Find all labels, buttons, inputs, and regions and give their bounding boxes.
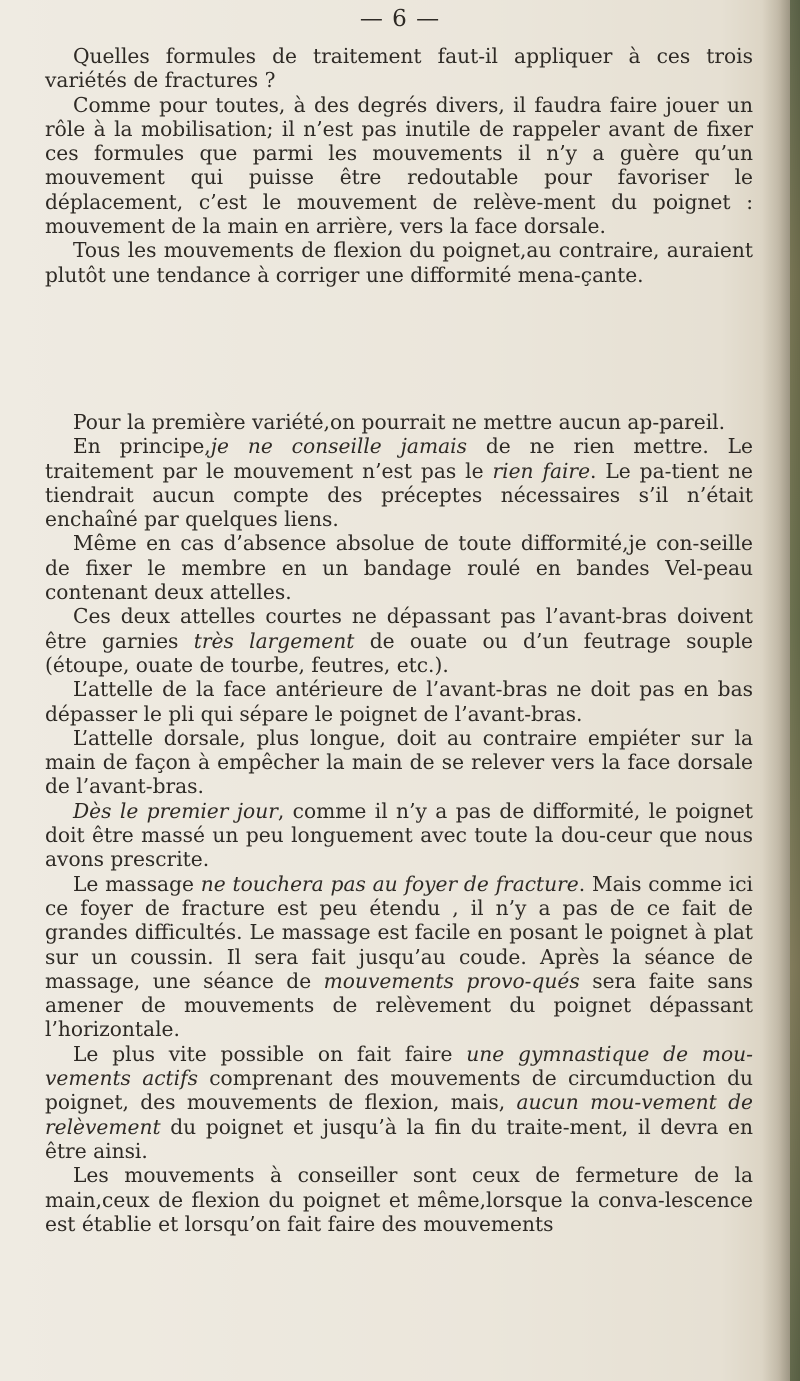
paragraph-text: En principe, xyxy=(73,434,211,459)
paragraph-text: de ne rien mettre. Le traitement par le mouvement n’est pas le xyxy=(45,434,753,483)
paragraph-text: Le massage xyxy=(73,871,201,896)
paragraph-text: du poignet et jusqu’à la fin du traite-ment, il devra en être ainsi. xyxy=(45,1114,753,1163)
paragraph-text: Ces deux attelles courtes ne dépassant pas l’avant-bras doivent être garnies xyxy=(45,604,753,653)
paragraph-text: Les mouvements à conseiller sont ceux de fermeture de la main,ceux de flexion du poignet et même,lorsque la conva-lescence est établie et lorsqu’on fait faire des mouvements xyxy=(45,1163,753,1236)
italic-text: très largement xyxy=(193,628,355,653)
paragraph-text: , comme il n’y a pas de difformité, le poignet doit être massé un peu longuement avec toute la dou-ceur que nous avons prescrite. xyxy=(45,798,753,872)
paragraph xyxy=(45,872,753,1042)
paragraph xyxy=(45,677,753,726)
paragraph xyxy=(45,410,753,434)
paragraph-text: L’attelle de la face antérieure de l’avant-bras ne doit pas en bas dépasser le pli qui sépare le poignet de l’avant-bras. xyxy=(45,677,753,726)
paragraph xyxy=(45,799,753,872)
paragraph-text: Pour la première variété,on pourrait ne mettre aucun ap-pareil. xyxy=(73,410,726,434)
italic-text: une gymnastique de mou-vements actifs xyxy=(45,1041,754,1091)
paragraph-text: . Le pa-tient ne tiendrait aucun compte des préceptes nécessaires s’il n’était enchaîné par quelques liens. xyxy=(45,458,753,532)
paragraph xyxy=(45,238,753,287)
text-section-2 xyxy=(45,410,753,1236)
paragraph-text: Comme pour toutes, à des degrés divers, il faudra faire jouer un rôle à la mobilisation; il n’est pas inutile de rappeler avant de fixer ces formules que parmi les mouvements il n’y a guère qu’un mouvement qui puisse être redoutable pour favoriser le déplacement, c’est le mouvement de relève-ment du poignet : mouvement de la main en arrière, vers la face dorsale. xyxy=(45,92,753,239)
paragraph xyxy=(45,726,753,799)
italic-text: Dès le premier jour xyxy=(73,798,278,823)
page-number: — 6 — xyxy=(359,6,441,32)
text-section-1 xyxy=(45,44,753,287)
italic-text: aucun mou-vement de relèvement xyxy=(45,1090,753,1139)
paragraph-text: . Mais comme ici ce foyer de fracture est peu étendu , il n’y a pas de ce fait de grandes difficultés. Le massage est facile en posant le poignet à plat sur un coussin. Il sera fait jusqu’au coude. Après la séance de massage, une séance de xyxy=(45,871,753,993)
paragraph-text: Tous les mouvements de flexion du poignet,au contraire, auraient plutôt une tendance à corriger une difformité mena-çante. xyxy=(45,238,753,287)
paragraph-text: Le plus vite possible on fait faire xyxy=(73,1041,467,1066)
paragraph xyxy=(45,604,753,677)
italic-text: je ne conseille jamais xyxy=(210,434,467,459)
paragraph xyxy=(45,1042,753,1163)
italic-text: ne touchera pas au foyer de fracture xyxy=(200,871,579,896)
italic-text: mouvements provo-qués xyxy=(323,968,580,993)
paragraph-text: L’attelle dorsale, plus longue, doit au contraire empiéter sur la main de façon à empêcher la main de se relever vers la face dorsale de l’avant-bras. xyxy=(45,725,753,799)
paragraph xyxy=(45,434,753,531)
paragraph xyxy=(45,531,753,604)
binding-edge xyxy=(790,0,800,1381)
italic-text: rien faire xyxy=(492,458,591,483)
paragraph-text: sera faite sans amener de mouvements de relèvement du poignet dépassant l’horizontale. xyxy=(45,968,754,1042)
paragraph xyxy=(45,93,753,239)
paragraph-text: de ouate ou d’un feutrage souple (étoupe, ouate de tourbe, feutres, etc.). xyxy=(45,628,753,677)
paragraph-text: Quelles formules de traitement faut-il appliquer à ces trois variétés de fractures ? xyxy=(45,44,753,93)
paragraph xyxy=(45,44,753,93)
paragraph-text: comprenant des mouvements de circumduction du poignet, des mouvements de flexion, mais, xyxy=(45,1066,753,1115)
paragraph-text: Même en cas d’absence absolue de toute difformité,je con-seille de fixer le membre en un bandage roulé en bandes Vel-peau contenant deux attelles. xyxy=(45,531,753,605)
paragraph xyxy=(45,1163,753,1236)
